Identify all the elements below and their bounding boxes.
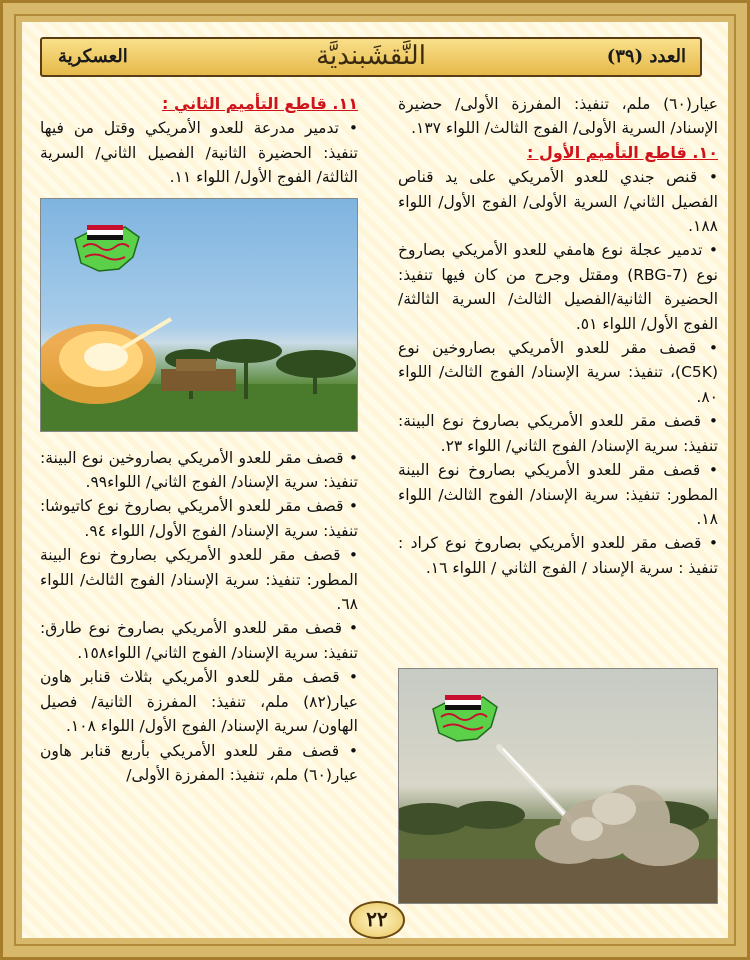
bullet-icon: • xyxy=(348,497,358,516)
list-item: • قصف مقر للعدو الأمريكي بصاروخين نوع (C5K)، تنفيذ: سرية الإسناد/ الفوج الثالث/ اللواء ٨٠. xyxy=(398,339,718,406)
intro-paragraph: عيار(٦٠) ملم، تنفيذ: المفرزة الأولى/ حضيرة الإسناد/ السرية الأولى/ الفوج الثالث/ اللواء ١٣٧. xyxy=(398,95,718,138)
list-item: • قصف مقر للعدو الأمريكي بصاروخ نوع البينة المطور: تنفيذ: سرية الإسناد/ الفوج الثالث/ اللواء ٦٨. xyxy=(40,546,358,614)
issue-number: العدد (٣٩) xyxy=(606,46,686,67)
section-name: العسكرية xyxy=(58,46,128,67)
section-title-tamim-2: ١١. قاطع التأميم الثاني : xyxy=(161,94,358,113)
bullet-icon: • xyxy=(708,461,718,480)
explosion-photo xyxy=(40,198,358,432)
list-item: • قصف مقر للعدو الأمريكي بصاروخ نوع البينة: تنفيذ: سرية الإسناد/ الفوج الثاني/ اللواء ٢٣. xyxy=(398,412,718,455)
page-number: ٢٢ xyxy=(349,901,405,939)
bullet-icon: • xyxy=(348,119,359,138)
rocket-launch-photo xyxy=(398,668,718,904)
section-title-tamim-1: ١٠. قاطع التأميم الأول : xyxy=(526,142,718,162)
bullet-icon: • xyxy=(708,168,718,187)
right-items-list xyxy=(398,165,718,580)
list-item: • قصف مقر للعدو الأمريكي بصاروخ نوع البينة المطور: تنفيذ: سرية الإسناد/ الفوج الثالث/ اللواء ١٨. xyxy=(398,461,718,528)
list-item: • قصف مقر للعدو الأمريكي بأربع قنابر هاون عيار(٦٠) ملم، تنفيذ: المفرزة الأولى/ xyxy=(40,741,358,784)
list-item: • قصف مقر للعدو الأمريكي بثلاث قنابر هاون عيار(٨٢) ملم، تنفيذ: المفرزة الثانية/ فصيل الهاون/ سرية الإسناد/ الفوج الأول/ اللواء ١٠٨. xyxy=(40,668,359,736)
list-item: • قصف مقر للعدو الأمريكي بصاروخ نوع طارق: تنفيذ: سرية الإسناد/ الفوج الثاني/ اللواء١٥٨. xyxy=(40,619,358,662)
bullet-icon: • xyxy=(708,412,718,431)
bullet-icon: • xyxy=(708,534,718,553)
bullet-icon: • xyxy=(348,668,359,687)
organization-logo xyxy=(69,217,143,277)
left-items-list xyxy=(40,446,358,788)
list-item: • قصف مقر للعدو الأمريكي بصاروخ نوع كراد : تنفيذ : سرية الإسناد / الفوج الثاني / اللواء ١٦. xyxy=(398,534,718,577)
list-item: • تدمير عجلة نوع هامفي للعدو الأمريكي بصاروخ نوع (RBG-7) ومقتل وجرح من كان فيها تنفيذ: الحضيرة الثانية/الفصيل الثالث/ السرية الثالثة/ الفوج الأول/ اللواء ٥١. xyxy=(398,241,719,333)
bullet-icon: • xyxy=(708,241,719,260)
list-item: • قنص جندي للعدو الأمريكي على يد قناص الفصيل الثاني/ السرية الأولى/ الفوج الأول/ اللواء ١٨٨. xyxy=(398,168,718,236)
list-item: • قصف مقر للعدو الأمريكي بصاروخين نوع البينة: تنفيذ: سرية الإسناد/ الفوج الثاني/ اللواء٩٩. xyxy=(40,448,358,492)
organization-logo xyxy=(427,687,501,747)
bullet-icon: • xyxy=(348,619,358,638)
magazine-title: النَّقشَبنديَّة xyxy=(316,41,426,71)
list-item: • تدمير مدرعة للعدو الأمريكي وقتل من فيها تنفيذ: الحضيرة الثانية/ الفصيل الثاني/ السرية الثالثة/ الفوج الأول/ اللواء ١١. xyxy=(40,119,359,187)
bullet-icon: • xyxy=(348,741,358,760)
left-column xyxy=(40,92,358,787)
page-header xyxy=(40,37,702,77)
list-item: • قصف مقر للعدو الأمريكي بصاروخ نوع كاتيوشا: تنفيذ: سرية الإسناد/ الفوج الأول/ اللواء ٩٤. xyxy=(40,497,358,540)
bullet-icon: • xyxy=(348,546,358,565)
bullet-icon: • xyxy=(348,448,358,467)
bullet-icon: • xyxy=(708,339,718,358)
right-column xyxy=(398,92,718,580)
